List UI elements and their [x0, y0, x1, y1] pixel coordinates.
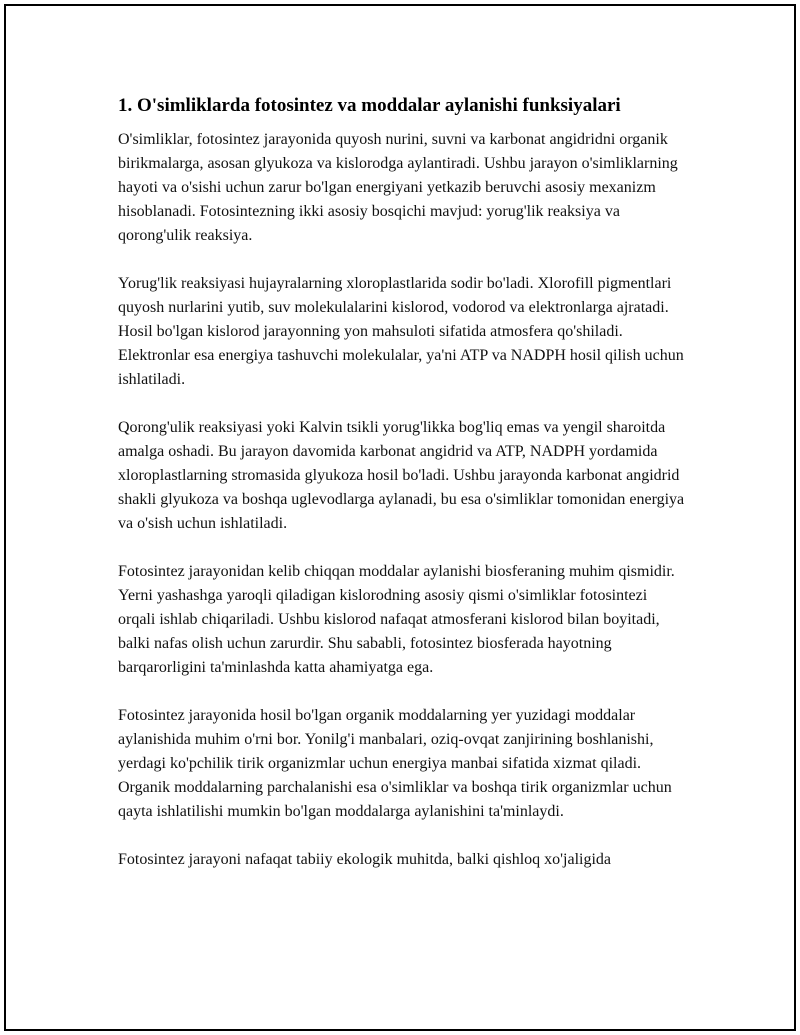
paragraph-1: O'simliklar, fotosintez jarayonida quyosh nurini, suvni va karbonat angidridni organik birikmalarga, asosan glyukoza va kislorodga aylantiradi. Ushbu jarayon o'simliklarning hayoti va o'sishi uchun zarur bo'lgan energiyani yetkazib beruvchi asosiy mexanizm hisoblanadi. Fotosintezning ikki asosiy bosqichi mavjud: yorug'lik reaksiya va qorong'ulik reaksiya. [118, 131, 678, 244]
paragraph-4: Fotosintez jarayonidan kelib chiqqan moddalar aylanishi biosferaning muhim qismidir. Yerni yashashga yaroqli qiladigan kislorodning asosiy qismi o'simliklar fotosintezi orqali ishlab chiqariladi. Ushbu kislorod nafaqat atmosferani kislorod bilan boyitadi, balki nafas olish uchun zarurdir. Shu sababli, fotosintez biosferada hayotning barqarorligini ta'minlashda katta ahamiyatga ega. [118, 563, 675, 676]
document-body [118, 92, 688, 872]
paragraph-2: Yorug'lik reaksiyasi hujayralarning xloroplastlarida sodir bo'ladi. Xlorofill pigmentlari quyosh nurlarini yutib, suv molekulalarini kislorod, vodorod va elektronlarga ajratadi. Hosil bo'lgan kislorod jarayonning yon mahsuloti sifatida atmosfera qo'shiladi. Elektronlar esa energiya tashuvchi molekulalar, ya'ni ATP va NADPH hosil qilish uchun ishlatiladi. [118, 275, 684, 388]
paragraph-6: Fotosintez jarayoni nafaqat tabiiy ekologik muhitda, balki qishloq xo'jaligida [118, 851, 612, 868]
paragraph-5: Fotosintez jarayonida hosil bo'lgan organik moddalarning yer yuzidagi moddalar aylanishida muhim o'rni bor. Yonilg'i manbalari, oziq-ovqat zanjirining boshlanishi, yerdagi ko'pchilik tirik organizmlar uchun energiya manbai sifatida xizmat qiladi. Organik moddalarning parchalanishi esa o'simliklar va boshqa tirik organizmlar uchun qayta ishlatilishi mumkin bo'lgan moddalarga aylanishini ta'minlaydi. [118, 707, 672, 820]
section-heading: 1. O'simliklarda fotosintez va moddalar aylanishi funksiyalari [118, 95, 621, 116]
paragraph-3: Qorong'ulik reaksiyasi yoki Kalvin tsikli yorug'likka bog'liq emas va yengil sharoitda amalga oshadi. Bu jarayon davomida karbonat angidrid va ATP, NADPH yordamida xloroplastlarning stromasida glyukoza hosil bo'ladi. Ushbu jarayonda karbonat angidrid shakli glyukoza va boshqa uglevodlarga aylanadi, bu esa o'simliklar tomonidan energiya va o'sish uchun ishlatiladi. [118, 419, 685, 532]
